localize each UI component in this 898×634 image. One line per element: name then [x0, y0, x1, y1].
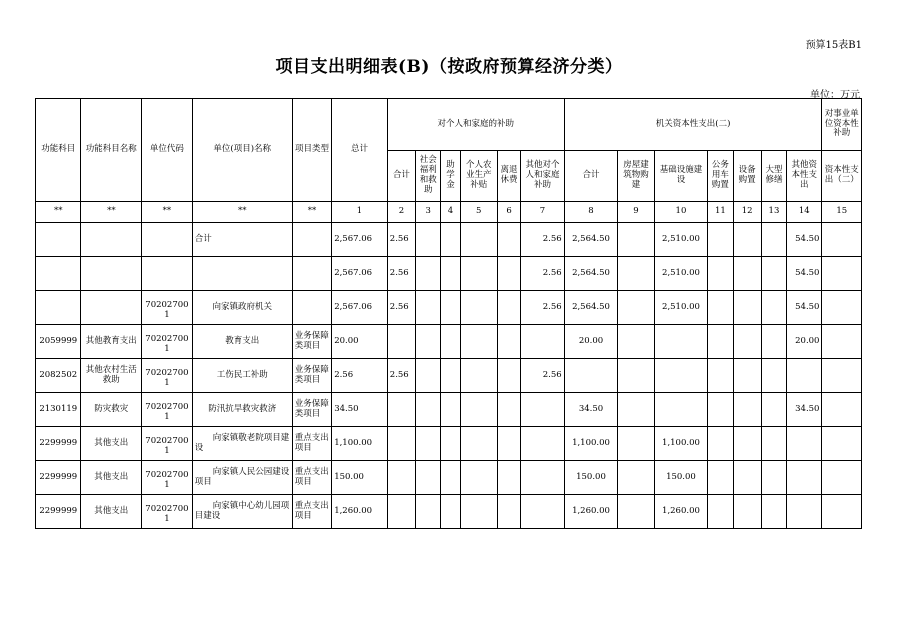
cell-c-equip [733, 325, 761, 359]
cell-proj-type [292, 257, 331, 291]
cell-unit-name: 向家镇政府机关 [192, 291, 292, 325]
cell-c-infra: 2,510.00 [654, 223, 708, 257]
header-group-capital: 机关资本性支出(二) [564, 99, 822, 151]
cell-p-welfare [416, 495, 441, 529]
cell-c-car [708, 325, 733, 359]
cell-func-code: 2130119 [36, 393, 81, 427]
cell-c-repair [761, 461, 786, 495]
cell-unit-name: 向家镇人民公园建设项目 [192, 461, 292, 495]
cell-c-other [787, 461, 822, 495]
cell-p-aid [441, 257, 460, 291]
cell-p-welfare [416, 325, 441, 359]
cell-p-total: 2.56 [387, 291, 415, 325]
index-cell: 14 [787, 202, 822, 223]
cell-p-total: 2.56 [387, 223, 415, 257]
cell-unit-name: 向家镇敬老院项目建设 [192, 427, 292, 461]
cell-total: 34.50 [332, 393, 388, 427]
index-cell: ** [36, 202, 81, 223]
cell-unit-code: 702027001 [142, 325, 193, 359]
cell-c-total: 34.50 [564, 393, 618, 427]
index-cell: 10 [654, 202, 708, 223]
cell-p-total [387, 495, 415, 529]
cell-p-other: 2.56 [521, 223, 565, 257]
cell-c-equip [733, 359, 761, 393]
cell-c-other [787, 359, 822, 393]
cell-c-other: 54.50 [787, 257, 822, 291]
cell-c-infra: 150.00 [654, 461, 708, 495]
cell-total: 2,567.06 [332, 257, 388, 291]
cell-p-welfare [416, 393, 441, 427]
cell-c-repair [761, 427, 786, 461]
cell-c-repair [761, 325, 786, 359]
cell-p-other: 2.56 [521, 291, 565, 325]
cell-e-capital [822, 359, 862, 393]
header-c-other: 其他资本性支出 [787, 151, 822, 202]
cell-func-code: 2299999 [36, 461, 81, 495]
cell-c-house [618, 359, 654, 393]
cell-c-repair [761, 257, 786, 291]
cell-total: 1,260.00 [332, 495, 388, 529]
cell-p-farm [460, 291, 497, 325]
cell-unit-code: 702027001 [142, 461, 193, 495]
cell-p-farm [460, 461, 497, 495]
cell-c-equip [733, 257, 761, 291]
cell-p-retire [497, 257, 520, 291]
cell-p-welfare [416, 223, 441, 257]
cell-p-retire [497, 461, 520, 495]
cell-proj-type: 重点支出项目 [292, 461, 331, 495]
index-row [36, 202, 862, 223]
cell-p-retire [497, 427, 520, 461]
cell-c-other: 20.00 [787, 325, 822, 359]
cell-unit-code: 702027001 [142, 393, 193, 427]
cell-func-name: 其他教育支出 [81, 325, 142, 359]
cell-unit-name: 向家镇中心幼儿园项目建设 [192, 495, 292, 529]
header-proj-type: 项目类型 [292, 99, 331, 202]
cell-func-name: 其他农村生活救助 [81, 359, 142, 393]
cell-p-aid [441, 223, 460, 257]
table-row [36, 427, 862, 461]
index-cell: 4 [441, 202, 460, 223]
cell-c-total: 150.00 [564, 461, 618, 495]
cell-unit-code [142, 223, 193, 257]
index-cell: 5 [460, 202, 497, 223]
cell-c-infra: 1,260.00 [654, 495, 708, 529]
cell-c-repair [761, 291, 786, 325]
cell-c-repair [761, 393, 786, 427]
table-row [36, 291, 862, 325]
cell-p-farm [460, 495, 497, 529]
cell-p-welfare [416, 257, 441, 291]
index-cell: 3 [416, 202, 441, 223]
cell-c-equip [733, 461, 761, 495]
cell-c-equip [733, 427, 761, 461]
cell-p-aid [441, 291, 460, 325]
cell-c-equip [733, 495, 761, 529]
cell-c-repair [761, 495, 786, 529]
cell-c-other: 54.50 [787, 291, 822, 325]
cell-p-total [387, 325, 415, 359]
cell-p-retire [497, 393, 520, 427]
cell-p-farm [460, 257, 497, 291]
cell-c-infra: 1,100.00 [654, 427, 708, 461]
cell-p-other [521, 495, 565, 529]
cell-func-name [81, 257, 142, 291]
cell-unit-name: 工伤民工补助 [192, 359, 292, 393]
cell-p-total: 2.56 [387, 359, 415, 393]
cell-p-farm [460, 359, 497, 393]
cell-e-capital [822, 393, 862, 427]
cell-c-car [708, 461, 733, 495]
cell-c-other: 54.50 [787, 223, 822, 257]
cell-func-name: 其他支出 [81, 495, 142, 529]
cell-func-name: 其他支出 [81, 427, 142, 461]
cell-p-welfare [416, 359, 441, 393]
cell-c-repair [761, 223, 786, 257]
cell-c-car [708, 223, 733, 257]
cell-c-house [618, 427, 654, 461]
cell-total: 2,567.06 [332, 223, 388, 257]
cell-p-other [521, 461, 565, 495]
header-group-personal: 对个人和家庭的补助 [387, 99, 564, 151]
cell-c-house [618, 495, 654, 529]
cell-p-total [387, 461, 415, 495]
cell-proj-type [292, 223, 331, 257]
header-c-total: 合计 [564, 151, 618, 202]
cell-p-farm [460, 325, 497, 359]
cell-c-house [618, 223, 654, 257]
cell-p-retire [497, 291, 520, 325]
cell-c-house [618, 461, 654, 495]
cell-p-farm [460, 427, 497, 461]
cell-unit-name [192, 257, 292, 291]
cell-total: 150.00 [332, 461, 388, 495]
cell-e-capital [822, 495, 862, 529]
cell-total: 1,100.00 [332, 427, 388, 461]
unit-label: 单位：万元 [810, 90, 860, 101]
index-cell: 11 [708, 202, 733, 223]
cell-func-code [36, 223, 81, 257]
cell-c-infra [654, 393, 708, 427]
cell-p-total [387, 427, 415, 461]
cell-c-total: 1,100.00 [564, 427, 618, 461]
cell-total: 20.00 [332, 325, 388, 359]
header-unit-code: 单位代码 [142, 99, 193, 202]
cell-c-car [708, 359, 733, 393]
cell-e-capital [822, 325, 862, 359]
cell-proj-type: 业务保障类项目 [292, 393, 331, 427]
cell-c-total: 2,564.50 [564, 291, 618, 325]
cell-e-capital [822, 257, 862, 291]
header-e-capital: 资本性支出（二） [822, 151, 862, 202]
cell-p-other: 2.56 [521, 257, 565, 291]
index-cell: 1 [332, 202, 388, 223]
cell-c-house [618, 393, 654, 427]
cell-p-total [387, 393, 415, 427]
cell-p-aid [441, 495, 460, 529]
index-cell: 9 [618, 202, 654, 223]
header-c-infra: 基础设施建设 [654, 151, 708, 202]
cell-c-equip [733, 291, 761, 325]
cell-total: 2,567.06 [332, 291, 388, 325]
table-row [36, 393, 862, 427]
cell-c-house [618, 257, 654, 291]
header-p-total: 合计 [387, 151, 415, 202]
index-cell: 13 [761, 202, 786, 223]
cell-proj-type: 重点支出项目 [292, 495, 331, 529]
cell-c-house [618, 291, 654, 325]
cell-p-other: 2.56 [521, 359, 565, 393]
cell-c-total [564, 359, 618, 393]
cell-c-infra: 2,510.00 [654, 291, 708, 325]
page-title: 项目支出明细表(B)（按政府预算经济分类） [275, 57, 623, 77]
header-c-repair: 大型修缮 [761, 151, 786, 202]
cell-c-total: 2,564.50 [564, 257, 618, 291]
cell-c-car [708, 495, 733, 529]
cell-e-capital [822, 291, 862, 325]
header-p-aid: 助学金 [441, 151, 460, 202]
cell-func-name: 其他支出 [81, 461, 142, 495]
cell-c-other [787, 495, 822, 529]
cell-p-aid [441, 359, 460, 393]
cell-unit-code: 702027001 [142, 495, 193, 529]
table-row [36, 325, 862, 359]
cell-unit-name: 防汛抗旱救灾救济 [192, 393, 292, 427]
header-total: 总计 [332, 99, 388, 202]
header-p-farm: 个人农业生产补贴 [460, 151, 497, 202]
header-func-code: 功能科目 [36, 99, 81, 202]
cell-func-name [81, 223, 142, 257]
cell-func-code: 2059999 [36, 325, 81, 359]
header-p-retire: 离退休费 [497, 151, 520, 202]
cell-c-house [618, 325, 654, 359]
cell-p-welfare [416, 291, 441, 325]
index-cell: ** [81, 202, 142, 223]
index-cell: ** [142, 202, 193, 223]
cell-unit-code: 702027001 [142, 427, 193, 461]
cell-p-retire [497, 223, 520, 257]
cell-p-retire [497, 359, 520, 393]
index-cell: 15 [822, 202, 862, 223]
cell-c-other: 34.50 [787, 393, 822, 427]
table-row [36, 495, 862, 529]
cell-unit-code [142, 257, 193, 291]
cell-p-total: 2.56 [387, 257, 415, 291]
cell-unit-code: 702027001 [142, 291, 193, 325]
cell-c-total: 2,564.50 [564, 223, 618, 257]
header-group-enterprise: 对事业单位资本性补助 [822, 99, 862, 151]
cell-p-welfare [416, 461, 441, 495]
cell-c-car [708, 291, 733, 325]
cell-c-total: 20.00 [564, 325, 618, 359]
cell-unit-name: 教育支出 [192, 325, 292, 359]
cell-p-welfare [416, 427, 441, 461]
index-cell: ** [192, 202, 292, 223]
cell-func-code [36, 291, 81, 325]
cell-func-code: 2082502 [36, 359, 81, 393]
form-code: 预算15表B1 [805, 40, 862, 51]
header-c-car: 公务用车购置 [708, 151, 733, 202]
cell-total: 2.56 [332, 359, 388, 393]
table-row [36, 359, 862, 393]
index-cell: 8 [564, 202, 618, 223]
cell-c-car [708, 427, 733, 461]
cell-func-code: 2299999 [36, 495, 81, 529]
header-c-house: 房屋建筑物购建 [618, 151, 654, 202]
cell-p-aid [441, 461, 460, 495]
cell-proj-type [292, 291, 331, 325]
cell-proj-type: 重点支出项目 [292, 427, 331, 461]
cell-p-other [521, 325, 565, 359]
table-body [36, 223, 862, 529]
cell-c-total: 1,260.00 [564, 495, 618, 529]
index-cell: 2 [387, 202, 415, 223]
cell-p-other [521, 427, 565, 461]
cell-c-infra [654, 359, 708, 393]
cell-func-name: 防灾救灾 [81, 393, 142, 427]
header-p-other: 其他对个人和家庭补助 [521, 151, 565, 202]
index-cell: 12 [733, 202, 761, 223]
cell-p-aid [441, 393, 460, 427]
cell-p-retire [497, 325, 520, 359]
index-cell: ** [292, 202, 331, 223]
header-p-welfare: 社会福利和救助 [416, 151, 441, 202]
cell-c-repair [761, 359, 786, 393]
cell-proj-type: 业务保障类项目 [292, 359, 331, 393]
index-cell: 7 [521, 202, 565, 223]
cell-p-aid [441, 427, 460, 461]
cell-c-other [787, 427, 822, 461]
cell-p-farm [460, 393, 497, 427]
cell-c-car [708, 393, 733, 427]
header-func-name: 功能科目名称 [81, 99, 142, 202]
cell-p-other [521, 393, 565, 427]
cell-func-code [36, 257, 81, 291]
cell-e-capital [822, 461, 862, 495]
table-row [36, 257, 862, 291]
table-row [36, 223, 862, 257]
table-row [36, 461, 862, 495]
cell-unit-name: 合计 [192, 223, 292, 257]
cell-c-car [708, 257, 733, 291]
budget-table [35, 98, 862, 529]
cell-func-code: 2299999 [36, 427, 81, 461]
cell-e-capital [822, 427, 862, 461]
cell-p-farm [460, 223, 497, 257]
header-unit-name: 单位(项目)名称 [192, 99, 292, 202]
header-c-equip: 设备购置 [733, 151, 761, 202]
cell-c-infra [654, 325, 708, 359]
cell-c-equip [733, 223, 761, 257]
cell-c-equip [733, 393, 761, 427]
cell-e-capital [822, 223, 862, 257]
cell-unit-code: 702027001 [142, 359, 193, 393]
cell-p-aid [441, 325, 460, 359]
cell-p-retire [497, 495, 520, 529]
cell-func-name [81, 291, 142, 325]
cell-proj-type: 业务保障类项目 [292, 325, 331, 359]
index-cell: 6 [497, 202, 520, 223]
cell-c-infra: 2,510.00 [654, 257, 708, 291]
